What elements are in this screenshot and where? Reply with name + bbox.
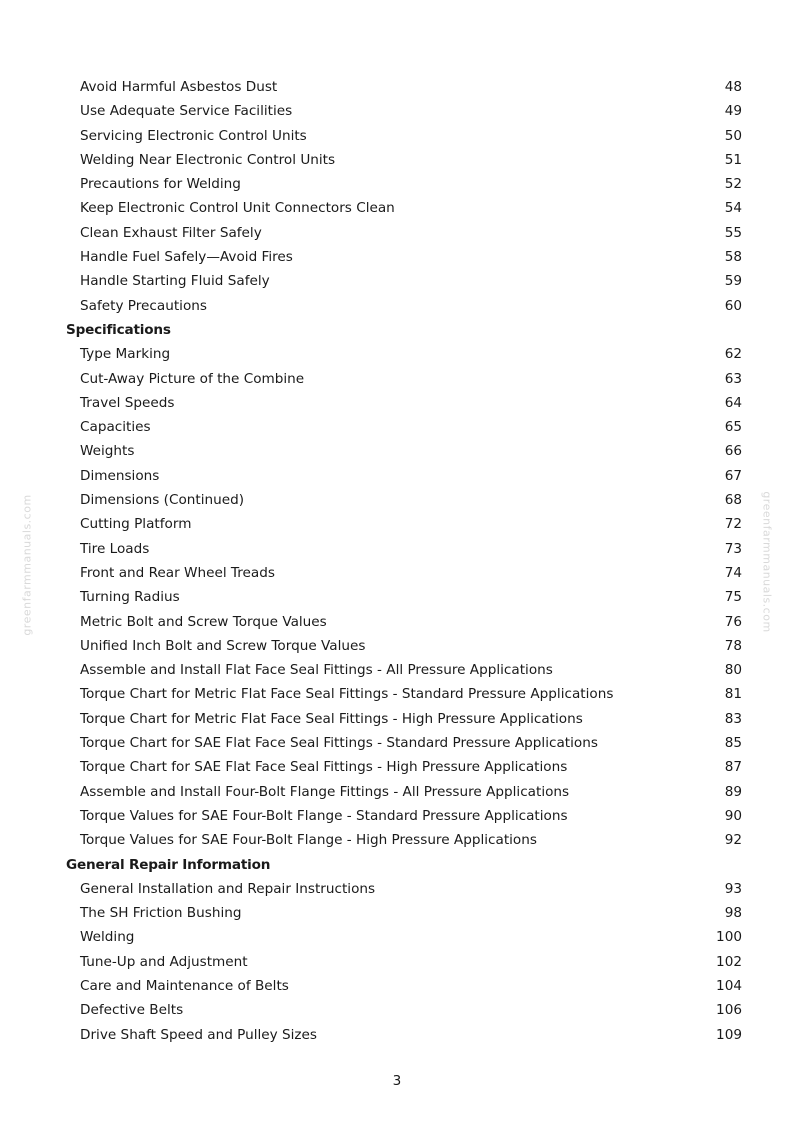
toc-entry-page-number: 59 (724, 273, 742, 290)
toc-entry[interactable] (0, 221, 794, 245)
toc-entry-page-number: 60 (724, 297, 742, 314)
toc-entry-page-number: 80 (724, 662, 742, 679)
toc-entry[interactable] (0, 731, 794, 755)
toc-entry[interactable] (0, 75, 794, 99)
toc-entry[interactable] (0, 245, 794, 269)
toc-entry[interactable] (0, 124, 794, 148)
toc-entry[interactable] (0, 755, 794, 779)
toc-entry[interactable] (0, 464, 794, 488)
toc-entry-title: Welding (80, 929, 135, 946)
toc-entry-page-number: 73 (724, 540, 742, 557)
toc-entry-page-number: 87 (724, 759, 742, 776)
page-number: 3 (392, 1073, 402, 1089)
toc-entry[interactable] (0, 998, 794, 1022)
toc-entry[interactable] (0, 950, 794, 974)
toc-entry-title: Torque Values for SAE Four-Bolt Flange - High Pressure Applications (80, 832, 537, 849)
toc-entry-page-number: 92 (724, 832, 742, 849)
toc-entry-page-number: 72 (724, 516, 742, 533)
toc-entry-title: Torque Chart for Metric Flat Face Seal Fittings - High Pressure Applications (80, 710, 583, 727)
toc-entry-page-number: 83 (724, 710, 742, 727)
toc-entry-page-number: 89 (724, 783, 742, 800)
table-of-contents (0, 75, 794, 1047)
toc-entry-title: Handle Fuel Safely—Avoid Fires (80, 249, 293, 266)
toc-entry[interactable] (0, 1023, 794, 1047)
toc-entry-page-number: 52 (724, 176, 742, 193)
toc-entry-title: Safety Precautions (80, 297, 207, 314)
toc-entry-page-number: 48 (724, 79, 742, 95)
toc-entry-page-number: 58 (724, 249, 742, 266)
toc-section-heading (0, 853, 794, 877)
toc-entry[interactable] (0, 415, 794, 439)
toc-entry-page-number: 65 (724, 419, 742, 436)
toc-entry-page-number: 49 (724, 103, 742, 120)
toc-entry[interactable] (0, 804, 794, 828)
toc-entry-title: Capacities (80, 419, 151, 436)
toc-entry-page-number: 76 (724, 613, 742, 630)
toc-entry[interactable] (0, 682, 794, 706)
toc-entry-page-number: 104 (716, 977, 742, 994)
toc-entry-page-number: 109 (716, 1026, 742, 1043)
toc-entry-title: Keep Electronic Control Unit Connectors Clean (80, 200, 395, 217)
toc-entry-title: Handle Starting Fluid Safely (80, 273, 270, 290)
toc-entry-title: Precautions for Welding (80, 176, 241, 193)
toc-entry-title: Assemble and Install Flat Face Seal Fittings - All Pressure Applications (80, 662, 553, 679)
toc-entry-title: Torque Chart for SAE Flat Face Seal Fittings - Standard Pressure Applications (80, 735, 598, 752)
toc-entry-page-number: 66 (724, 443, 742, 460)
toc-entry-page-number: 74 (724, 564, 742, 581)
toc-entry-page-number: 63 (724, 370, 742, 387)
toc-entry-title: Type Marking (80, 346, 171, 363)
toc-entry[interactable] (0, 342, 794, 366)
toc-section-heading (0, 318, 794, 342)
toc-entry-title: Welding Near Electronic Control Units (80, 151, 336, 168)
toc-entry-title: Use Adequate Service Facilities (80, 103, 293, 120)
toc-entry-title: Turning Radius (80, 589, 180, 606)
toc-entry[interactable] (0, 901, 794, 925)
toc-entry-page-number: 55 (724, 224, 742, 241)
toc-entry[interactable] (0, 780, 794, 804)
toc-entry[interactable] (0, 561, 794, 585)
toc-entry[interactable] (0, 196, 794, 220)
toc-entry[interactable] (0, 148, 794, 172)
toc-entry-page-number: 51 (724, 151, 742, 168)
toc-entry[interactable] (0, 828, 794, 852)
toc-entry-page-number: 78 (724, 637, 742, 654)
toc-entry-page-number: 68 (724, 492, 742, 509)
toc-entry[interactable] (0, 488, 794, 512)
toc-entry-title: Torque Values for SAE Four-Bolt Flange - Standard Pressure Applications (80, 807, 568, 824)
toc-entry-title: Assemble and Install Four-Bolt Flange Fittings - All Pressure Applications (80, 783, 570, 800)
toc-entry-page-number: 90 (724, 807, 742, 824)
toc-entry[interactable] (0, 99, 794, 123)
toc-entry-page-number: 64 (724, 394, 742, 411)
toc-entry-title: Travel Speeds (80, 394, 175, 411)
toc-entry[interactable] (0, 610, 794, 634)
toc-entry-page-number: 75 (724, 589, 742, 606)
toc-entry-page-number: 102 (716, 953, 742, 970)
toc-entry[interactable] (0, 585, 794, 609)
toc-entry[interactable] (0, 367, 794, 391)
toc-entry-title: Unified Inch Bolt and Screw Torque Values (80, 637, 366, 654)
toc-section-title: Specifications (66, 321, 171, 338)
watermark-right: greenfarmmanuals.com (760, 491, 774, 633)
toc-entry[interactable] (0, 269, 794, 293)
toc-entry-title: Metric Bolt and Screw Torque Values (80, 613, 327, 630)
toc-entry-title: Dimensions (80, 467, 160, 484)
toc-entry-page-number: 98 (724, 905, 742, 922)
toc-entry[interactable] (0, 925, 794, 949)
toc-entry-page-number: 81 (724, 686, 742, 703)
toc-entry-title: General Installation and Repair Instructions (80, 880, 376, 897)
toc-entry[interactable] (0, 537, 794, 561)
toc-entry[interactable] (0, 877, 794, 901)
toc-entry[interactable] (0, 974, 794, 998)
toc-entry-title: Dimensions (Continued) (80, 492, 245, 509)
toc-entry-title: Drive Shaft Speed and Pulley Sizes (80, 1026, 318, 1043)
toc-entry[interactable] (0, 439, 794, 463)
watermark-left: greenfarmmanuals.com (20, 494, 34, 636)
toc-entry[interactable] (0, 391, 794, 415)
toc-entry-title: Clean Exhaust Filter Safely (80, 224, 262, 241)
toc-entry[interactable] (0, 658, 794, 682)
toc-entry-page-number: 100 (716, 929, 742, 946)
toc-entry[interactable] (0, 172, 794, 196)
toc-entry-page-number: 50 (724, 127, 742, 144)
toc-entry-title: Torque Chart for Metric Flat Face Seal Fittings - Standard Pressure Applications (80, 686, 614, 703)
toc-entry-title: Defective Belts (80, 1002, 184, 1019)
toc-entry-title: The SH Friction Bushing (80, 905, 242, 922)
toc-entry-page-number: 85 (724, 735, 742, 752)
toc-entry[interactable] (0, 707, 794, 731)
toc-entry-title: Servicing Electronic Control Units (80, 127, 307, 144)
toc-entry-title: Tune-Up and Adjustment (80, 953, 248, 970)
toc-entry-title: Weights (80, 443, 135, 460)
toc-entry-title: Cut-Away Picture of the Combine (80, 370, 305, 387)
toc-entry-title: Tire Loads (80, 540, 150, 557)
toc-entry-page-number: 62 (724, 346, 742, 363)
toc-entry[interactable] (0, 294, 794, 318)
toc-entry-title: Avoid Harmful Asbestos Dust (80, 79, 278, 95)
toc-entry-page-number: 54 (724, 200, 742, 217)
toc-entry-title: Care and Maintenance of Belts (80, 977, 289, 994)
toc-entry-page-number: 67 (724, 467, 742, 484)
toc-entry[interactable] (0, 634, 794, 658)
toc-entry-title: Front and Rear Wheel Treads (80, 564, 275, 581)
toc-entry-title: Cutting Platform (80, 516, 192, 533)
toc-entry-title: Torque Chart for SAE Flat Face Seal Fittings - High Pressure Applications (80, 759, 568, 776)
toc-section-title: General Repair Information (66, 856, 271, 873)
toc-entry-page-number: 106 (716, 1002, 742, 1019)
toc-entry-page-number: 93 (724, 880, 742, 897)
toc-entry[interactable] (0, 512, 794, 536)
